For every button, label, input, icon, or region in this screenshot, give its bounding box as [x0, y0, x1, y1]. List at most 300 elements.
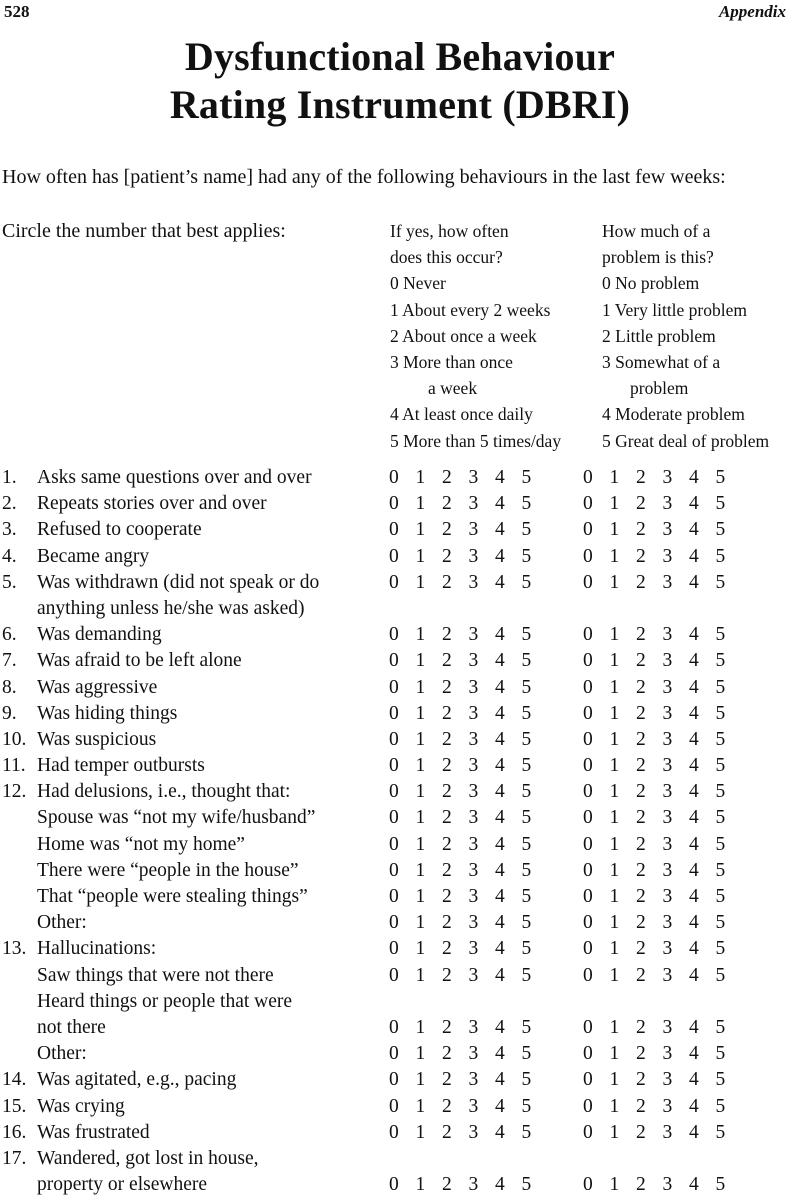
- scale-option[interactable]: 5: [715, 912, 726, 934]
- scale-option[interactable]: 1: [609, 1043, 620, 1065]
- scale-option[interactable]: 3: [468, 728, 479, 750]
- scale-option[interactable]: 3: [662, 755, 673, 777]
- scale-option[interactable]: 0: [389, 676, 399, 698]
- scale-option[interactable]: 1: [609, 467, 620, 488]
- scale-option[interactable]: 5: [521, 728, 532, 750]
- scale-option[interactable]: 4: [495, 781, 505, 803]
- scale-option[interactable]: 5: [715, 1121, 726, 1143]
- scale-option[interactable]: 1: [609, 1121, 620, 1143]
- scale-option[interactable]: 0: [389, 781, 399, 803]
- scale-option[interactable]: 4: [495, 807, 505, 829]
- scale-option[interactable]: 4: [495, 545, 505, 567]
- scale-option[interactable]: 2: [442, 938, 452, 960]
- scale-option[interactable]: 0: [583, 519, 593, 541]
- scale-option[interactable]: 5: [521, 912, 532, 934]
- scale-option[interactable]: 0: [583, 1095, 593, 1117]
- scale-option[interactable]: 4: [689, 1095, 699, 1117]
- scale-option[interactable]: 1: [609, 676, 620, 698]
- scale-option[interactable]: 2: [636, 964, 646, 986]
- scale-option[interactable]: 4: [689, 938, 699, 960]
- scale-option[interactable]: 1: [415, 1069, 426, 1091]
- scale-option[interactable]: 4: [495, 519, 505, 541]
- scale-option[interactable]: 4: [689, 467, 699, 488]
- scale-option[interactable]: 5: [715, 571, 726, 593]
- scale-option[interactable]: 0: [583, 493, 593, 515]
- scale-option[interactable]: 2: [636, 938, 646, 960]
- scale-option[interactable]: 0: [583, 1069, 593, 1091]
- scale-option[interactable]: 1: [415, 650, 426, 672]
- scale-option[interactable]: 3: [468, 912, 479, 934]
- scale-option[interactable]: 0: [583, 807, 593, 829]
- scale-option[interactable]: 3: [468, 1069, 479, 1091]
- scale-option[interactable]: 4: [689, 807, 699, 829]
- scale-option[interactable]: 3: [662, 964, 673, 986]
- scale-option[interactable]: 4: [689, 755, 699, 777]
- scale-option[interactable]: 5: [521, 571, 532, 593]
- scale-option[interactable]: 0: [583, 833, 593, 855]
- scale-option[interactable]: 2: [636, 886, 646, 907]
- scale-option[interactable]: 5: [715, 493, 726, 515]
- scale-option[interactable]: 3: [468, 624, 479, 646]
- scale-option[interactable]: 5: [715, 650, 726, 672]
- scale-option[interactable]: 3: [662, 676, 673, 698]
- scale-option[interactable]: 5: [715, 467, 726, 488]
- scale-option[interactable]: 1: [415, 859, 426, 881]
- scale-option[interactable]: 1: [609, 755, 620, 777]
- scale-option[interactable]: 2: [636, 1174, 646, 1196]
- scale-option[interactable]: 4: [689, 1121, 699, 1143]
- scale-option[interactable]: 5: [715, 755, 726, 777]
- scale-option[interactable]: 4: [689, 964, 699, 986]
- scale-option[interactable]: 3: [662, 545, 673, 567]
- scale-option[interactable]: 5: [715, 807, 726, 829]
- scale-option[interactable]: 3: [662, 1095, 673, 1117]
- scale-option[interactable]: 4: [689, 493, 699, 515]
- scale-option[interactable]: 4: [495, 1095, 505, 1117]
- scale-option[interactable]: 0: [389, 702, 399, 724]
- scale-option[interactable]: 4: [495, 859, 505, 881]
- scale-option[interactable]: 1: [415, 519, 426, 541]
- scale-option[interactable]: 3: [468, 833, 479, 855]
- scale-option[interactable]: 3: [662, 807, 673, 829]
- scale-option[interactable]: 2: [636, 519, 646, 541]
- scale-option[interactable]: 3: [468, 676, 479, 698]
- scale-option[interactable]: 0: [389, 519, 399, 541]
- scale-option[interactable]: 0: [583, 912, 593, 934]
- scale-option[interactable]: 2: [636, 912, 646, 934]
- scale-option[interactable]: 3: [468, 886, 479, 907]
- scale-option[interactable]: 5: [521, 650, 532, 672]
- scale-option[interactable]: 4: [689, 886, 699, 907]
- scale-option[interactable]: 4: [495, 1121, 505, 1143]
- scale-option[interactable]: 1: [415, 624, 426, 646]
- scale-option[interactable]: 0: [389, 1069, 399, 1091]
- scale-option[interactable]: 0: [389, 833, 399, 855]
- scale-option[interactable]: 4: [495, 624, 505, 646]
- scale-option[interactable]: 4: [495, 1069, 505, 1091]
- scale-option[interactable]: 3: [662, 781, 673, 803]
- scale-option[interactable]: 1: [609, 1095, 620, 1117]
- scale-option[interactable]: 0: [389, 1016, 399, 1038]
- scale-option[interactable]: 5: [715, 545, 726, 567]
- scale-option[interactable]: 3: [662, 702, 673, 724]
- scale-option[interactable]: 2: [636, 467, 646, 488]
- scale-option[interactable]: 4: [495, 964, 505, 986]
- scale-option[interactable]: 1: [609, 493, 620, 515]
- scale-option[interactable]: 1: [415, 571, 426, 593]
- scale-option[interactable]: 5: [715, 1069, 726, 1091]
- scale-option[interactable]: 2: [442, 545, 452, 567]
- scale-option[interactable]: 5: [521, 859, 532, 881]
- scale-option[interactable]: 5: [715, 938, 726, 960]
- scale-option[interactable]: 1: [415, 728, 426, 750]
- scale-option[interactable]: 2: [442, 1069, 452, 1091]
- scale-option[interactable]: 1: [609, 964, 620, 986]
- scale-option[interactable]: 2: [636, 833, 646, 855]
- scale-option[interactable]: 5: [521, 964, 532, 986]
- scale-option[interactable]: 2: [442, 859, 452, 881]
- scale-option[interactable]: 2: [636, 571, 646, 593]
- scale-option[interactable]: 1: [415, 912, 426, 934]
- scale-option[interactable]: 5: [715, 624, 726, 646]
- scale-option[interactable]: 4: [689, 859, 699, 881]
- scale-option[interactable]: 2: [442, 624, 452, 646]
- scale-option[interactable]: 3: [662, 1069, 673, 1091]
- scale-option[interactable]: 3: [468, 964, 479, 986]
- scale-option[interactable]: 2: [636, 1069, 646, 1091]
- scale-option[interactable]: 1: [415, 833, 426, 855]
- scale-option[interactable]: 4: [495, 571, 505, 593]
- scale-option[interactable]: 1: [415, 755, 426, 777]
- scale-option[interactable]: 5: [521, 1043, 532, 1065]
- scale-option[interactable]: 5: [715, 1095, 726, 1117]
- scale-option[interactable]: 5: [521, 702, 532, 724]
- scale-option[interactable]: 4: [689, 833, 699, 855]
- scale-option[interactable]: 5: [715, 859, 726, 881]
- scale-option[interactable]: 1: [415, 964, 426, 986]
- scale-option[interactable]: 5: [521, 781, 532, 803]
- scale-option[interactable]: 0: [583, 728, 593, 750]
- scale-option[interactable]: 3: [468, 493, 479, 515]
- scale-option[interactable]: 3: [662, 912, 673, 934]
- scale-option[interactable]: 5: [715, 728, 726, 750]
- scale-option[interactable]: 4: [495, 938, 505, 960]
- scale-option[interactable]: 0: [583, 755, 593, 777]
- scale-option[interactable]: 3: [468, 1121, 479, 1143]
- scale-option[interactable]: 3: [468, 781, 479, 803]
- scale-option[interactable]: 1: [415, 807, 426, 829]
- scale-option[interactable]: 3: [662, 728, 673, 750]
- scale-option[interactable]: 2: [636, 859, 646, 881]
- scale-option[interactable]: 3: [662, 938, 673, 960]
- scale-option[interactable]: 3: [662, 1121, 673, 1143]
- scale-option[interactable]: 1: [609, 1016, 620, 1038]
- scale-option[interactable]: 5: [521, 833, 532, 855]
- scale-option[interactable]: 0: [389, 467, 399, 488]
- scale-option[interactable]: 3: [662, 833, 673, 855]
- scale-option[interactable]: 1: [609, 859, 620, 881]
- scale-option[interactable]: 2: [442, 755, 452, 777]
- scale-option[interactable]: 3: [468, 1016, 479, 1038]
- scale-option[interactable]: 2: [636, 1043, 646, 1065]
- scale-option[interactable]: 3: [468, 467, 479, 488]
- scale-option[interactable]: 0: [389, 1095, 399, 1117]
- scale-option[interactable]: 1: [609, 1174, 620, 1196]
- scale-option[interactable]: 4: [495, 833, 505, 855]
- scale-option[interactable]: 4: [689, 1174, 699, 1196]
- scale-option[interactable]: 2: [442, 1095, 452, 1117]
- scale-option[interactable]: 5: [521, 545, 532, 567]
- scale-option[interactable]: 1: [415, 467, 426, 488]
- scale-option[interactable]: 5: [715, 1043, 726, 1065]
- scale-option[interactable]: 2: [442, 964, 452, 986]
- scale-option[interactable]: 0: [389, 1043, 399, 1065]
- scale-option[interactable]: 1: [609, 781, 620, 803]
- scale-option[interactable]: 4: [689, 1043, 699, 1065]
- scale-option[interactable]: 4: [495, 702, 505, 724]
- scale-option[interactable]: 5: [521, 624, 532, 646]
- scale-option[interactable]: 5: [521, 519, 532, 541]
- scale-option[interactable]: 3: [468, 807, 479, 829]
- scale-option[interactable]: 1: [415, 938, 426, 960]
- scale-option[interactable]: 5: [715, 781, 726, 803]
- scale-option[interactable]: 4: [689, 1016, 699, 1038]
- scale-option[interactable]: 1: [609, 702, 620, 724]
- scale-option[interactable]: 4: [495, 1174, 505, 1196]
- scale-option[interactable]: 3: [662, 1174, 673, 1196]
- scale-option[interactable]: 0: [583, 1043, 593, 1065]
- scale-option[interactable]: 5: [521, 755, 532, 777]
- scale-option[interactable]: 5: [715, 702, 726, 724]
- scale-option[interactable]: 3: [468, 519, 479, 541]
- scale-option[interactable]: 3: [468, 545, 479, 567]
- scale-option[interactable]: 1: [415, 702, 426, 724]
- scale-option[interactable]: 0: [583, 1016, 593, 1038]
- scale-option[interactable]: 4: [495, 676, 505, 698]
- scale-option[interactable]: 1: [415, 1174, 426, 1196]
- scale-option[interactable]: 2: [636, 1016, 646, 1038]
- scale-option[interactable]: 5: [521, 1016, 532, 1038]
- scale-option[interactable]: 2: [636, 650, 646, 672]
- scale-option[interactable]: 3: [468, 1095, 479, 1117]
- scale-option[interactable]: 2: [442, 807, 452, 829]
- scale-option[interactable]: 4: [495, 467, 505, 488]
- scale-option[interactable]: 1: [609, 1069, 620, 1091]
- scale-option[interactable]: 0: [583, 650, 593, 672]
- scale-option[interactable]: 1: [415, 1043, 426, 1065]
- scale-option[interactable]: 0: [389, 650, 399, 672]
- scale-option[interactable]: 1: [415, 493, 426, 515]
- scale-option[interactable]: 4: [689, 519, 699, 541]
- scale-option[interactable]: 2: [636, 702, 646, 724]
- scale-option[interactable]: 0: [583, 545, 593, 567]
- scale-option[interactable]: 4: [495, 1043, 505, 1065]
- scale-option[interactable]: 0: [583, 964, 593, 986]
- scale-option[interactable]: 2: [636, 781, 646, 803]
- scale-option[interactable]: 3: [468, 938, 479, 960]
- scale-option[interactable]: 0: [389, 859, 399, 881]
- scale-option[interactable]: 0: [583, 1121, 593, 1143]
- scale-option[interactable]: 2: [442, 676, 452, 698]
- scale-option[interactable]: 4: [689, 781, 699, 803]
- scale-option[interactable]: 0: [583, 571, 593, 593]
- scale-option[interactable]: 2: [442, 833, 452, 855]
- scale-option[interactable]: 1: [415, 781, 426, 803]
- scale-option[interactable]: 4: [495, 755, 505, 777]
- scale-option[interactable]: 0: [583, 467, 593, 488]
- scale-option[interactable]: 3: [662, 1043, 673, 1065]
- scale-option[interactable]: 5: [521, 886, 532, 907]
- scale-option[interactable]: 4: [495, 886, 505, 907]
- scale-option[interactable]: 0: [583, 859, 593, 881]
- scale-option[interactable]: 1: [609, 650, 620, 672]
- scale-option[interactable]: 2: [442, 1016, 452, 1038]
- scale-option[interactable]: 2: [442, 467, 452, 488]
- scale-option[interactable]: 2: [442, 781, 452, 803]
- scale-option[interactable]: 0: [583, 781, 593, 803]
- scale-option[interactable]: 3: [468, 650, 479, 672]
- scale-option[interactable]: 2: [442, 493, 452, 515]
- scale-option[interactable]: 1: [609, 912, 620, 934]
- scale-option[interactable]: 2: [442, 886, 452, 907]
- scale-option[interactable]: 1: [415, 676, 426, 698]
- scale-option[interactable]: 4: [495, 1016, 505, 1038]
- scale-option[interactable]: 5: [715, 886, 726, 907]
- scale-option[interactable]: 3: [468, 1043, 479, 1065]
- scale-option[interactable]: 0: [583, 702, 593, 724]
- scale-option[interactable]: 1: [415, 1121, 426, 1143]
- scale-option[interactable]: 0: [389, 493, 399, 515]
- scale-option[interactable]: 5: [715, 676, 726, 698]
- scale-option[interactable]: 4: [495, 650, 505, 672]
- scale-option[interactable]: 4: [689, 650, 699, 672]
- scale-option[interactable]: 3: [662, 886, 673, 907]
- scale-option[interactable]: 0: [389, 728, 399, 750]
- scale-option[interactable]: 5: [521, 467, 532, 488]
- scale-option[interactable]: 3: [662, 571, 673, 593]
- scale-option[interactable]: 4: [689, 1069, 699, 1091]
- scale-option[interactable]: 3: [662, 624, 673, 646]
- scale-option[interactable]: 4: [689, 624, 699, 646]
- scale-option[interactable]: 2: [442, 1121, 452, 1143]
- scale-option[interactable]: 0: [389, 912, 399, 934]
- scale-option[interactable]: 5: [521, 1121, 532, 1143]
- scale-option[interactable]: 1: [415, 545, 426, 567]
- scale-option[interactable]: 3: [662, 650, 673, 672]
- scale-option[interactable]: 1: [609, 938, 620, 960]
- scale-option[interactable]: 2: [636, 493, 646, 515]
- scale-option[interactable]: 2: [442, 650, 452, 672]
- scale-option[interactable]: 0: [583, 676, 593, 698]
- scale-option[interactable]: 3: [468, 755, 479, 777]
- scale-option[interactable]: 2: [636, 676, 646, 698]
- scale-option[interactable]: 3: [468, 1174, 479, 1196]
- scale-option[interactable]: 2: [636, 755, 646, 777]
- scale-option[interactable]: 5: [521, 1095, 532, 1117]
- scale-option[interactable]: 0: [389, 886, 399, 907]
- scale-option[interactable]: 0: [389, 1174, 399, 1196]
- scale-option[interactable]: 0: [389, 755, 399, 777]
- scale-option[interactable]: 5: [521, 1069, 532, 1091]
- scale-option[interactable]: 1: [609, 519, 620, 541]
- scale-option[interactable]: 0: [583, 886, 593, 907]
- scale-option[interactable]: 0: [389, 624, 399, 646]
- scale-option[interactable]: 2: [636, 728, 646, 750]
- scale-option[interactable]: 5: [521, 493, 532, 515]
- scale-option[interactable]: 2: [442, 702, 452, 724]
- scale-option[interactable]: 2: [442, 1043, 452, 1065]
- scale-option[interactable]: 1: [609, 571, 620, 593]
- scale-option[interactable]: 0: [583, 1174, 593, 1196]
- scale-option[interactable]: 4: [495, 728, 505, 750]
- scale-option[interactable]: 2: [636, 807, 646, 829]
- scale-option[interactable]: 3: [662, 1016, 673, 1038]
- scale-option[interactable]: 2: [442, 1174, 452, 1196]
- scale-option[interactable]: 5: [521, 807, 532, 829]
- scale-option[interactable]: 1: [609, 624, 620, 646]
- scale-option[interactable]: 4: [689, 676, 699, 698]
- scale-option[interactable]: 5: [715, 519, 726, 541]
- scale-option[interactable]: 1: [609, 728, 620, 750]
- scale-option[interactable]: 1: [609, 545, 620, 567]
- scale-option[interactable]: 0: [389, 571, 399, 593]
- scale-option[interactable]: 0: [389, 545, 399, 567]
- scale-option[interactable]: 0: [389, 1121, 399, 1143]
- scale-option[interactable]: 3: [662, 467, 673, 488]
- scale-option[interactable]: 1: [415, 1095, 426, 1117]
- scale-option[interactable]: 2: [442, 571, 452, 593]
- scale-option[interactable]: 5: [521, 676, 532, 698]
- scale-option[interactable]: 2: [442, 912, 452, 934]
- scale-option[interactable]: 1: [415, 1016, 426, 1038]
- scale-option[interactable]: 0: [389, 964, 399, 986]
- scale-option[interactable]: 4: [495, 493, 505, 515]
- scale-option[interactable]: 3: [662, 493, 673, 515]
- scale-option[interactable]: 2: [636, 1095, 646, 1117]
- scale-option[interactable]: 2: [442, 519, 452, 541]
- scale-option[interactable]: 1: [609, 807, 620, 829]
- scale-option[interactable]: 4: [689, 912, 699, 934]
- scale-option[interactable]: 2: [636, 1121, 646, 1143]
- scale-option[interactable]: 1: [415, 886, 426, 907]
- scale-option[interactable]: 3: [662, 859, 673, 881]
- scale-option[interactable]: 4: [689, 728, 699, 750]
- scale-option[interactable]: 5: [715, 1174, 726, 1196]
- scale-option[interactable]: 4: [689, 571, 699, 593]
- scale-option[interactable]: 5: [715, 964, 726, 986]
- scale-option[interactable]: 2: [442, 728, 452, 750]
- scale-option[interactable]: 3: [662, 519, 673, 541]
- scale-option[interactable]: 3: [468, 859, 479, 881]
- scale-option[interactable]: 0: [583, 938, 593, 960]
- scale-option[interactable]: 1: [609, 886, 620, 907]
- scale-option[interactable]: 4: [689, 702, 699, 724]
- scale-option[interactable]: 5: [521, 1174, 532, 1196]
- scale-option[interactable]: 0: [389, 938, 399, 960]
- scale-option[interactable]: 4: [495, 912, 505, 934]
- scale-option[interactable]: 1: [609, 833, 620, 855]
- scale-option[interactable]: 4: [689, 545, 699, 567]
- scale-option[interactable]: 0: [583, 624, 593, 646]
- scale-option[interactable]: 3: [468, 571, 479, 593]
- scale-option[interactable]: 2: [636, 545, 646, 567]
- scale-option[interactable]: 3: [468, 702, 479, 724]
- scale-option[interactable]: 5: [715, 1016, 726, 1038]
- scale-option[interactable]: 2: [636, 624, 646, 646]
- scale-option[interactable]: 5: [521, 938, 532, 960]
- scale-option[interactable]: 5: [715, 833, 726, 855]
- scale-option[interactable]: 0: [389, 807, 399, 829]
